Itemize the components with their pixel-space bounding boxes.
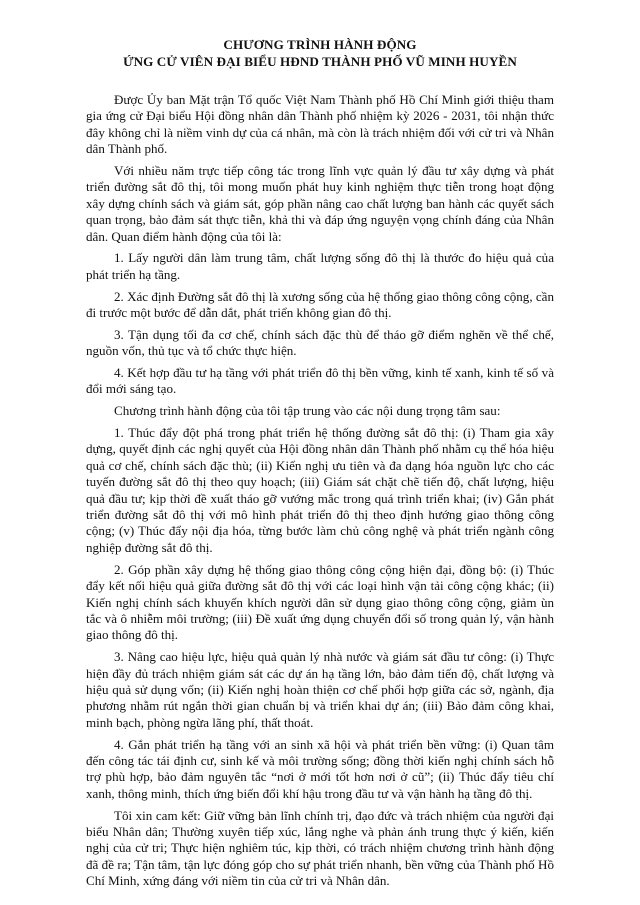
paragraph-commitment: Tôi xin cam kết: Giữ vững bản lĩnh chính trị, đạo đức và trách nhiệm của người đại biểu Nhân dân; Thường xuyên tiếp xúc, lắng nghe và phản ánh trung thực ý kiến, kiến nghị của cử tri; Thực hiện nghiêm túc, kịp thời, có trách nhiệm chương trình hành động đã đề ra; Tận tâm, tận lực đóng góp cho sự phát triển nhanh, bền vững của Thành phố Hồ Chí Minh, xứng đáng với niềm tin của cử tri và Nhân dân. — [86, 807, 554, 889]
document-subtitle: ỨNG CỬ VIÊN ĐẠI BIỂU HĐND THÀNH PHỐ VŨ MINH HUYỀN — [123, 54, 517, 69]
program-item-1: 1. Thúc đẩy đột phá trong phát triển hệ thống đường sắt đô thị: (i) Tham gia xây dựng, quyết định các nghị quyết của Hội đồng nhân dân Thành phố nhằm cụ thể hóa hiệu quả cơ chế, chính sách đặc thù; (ii) Kiến nghị ưu tiên và đa dạng hóa nguồn lực cho các tuyến đường sắt đô thị theo quy hoạch; (iii) Giám sát chặt chẽ tiến độ, chất lượng, hiệu quả đầu tư; kịp thời đề xuất tháo gỡ vướng mắc trong quá trình triển khai; (iv) Gắn phát triển đường sắt đô thị với mô hình phát triển đô thị theo định hướng giao thông công cộng; (v) Thúc đẩy nội địa hóa, từng bước làm chủ công nghệ và phát triển ngành công nghiệp đường sắt đô thị. — [86, 425, 554, 555]
viewpoint-item-1: 1. Lấy người dân làm trung tâm, chất lượng sống đô thị là thước đo hiệu quả của phát triển hạ tầng. — [86, 250, 554, 282]
program-item-3: 3. Nâng cao hiệu lực, hiệu quả quản lý nhà nước và giám sát đầu tư công: (i) Thực hiện đầy đủ trách nhiệm giám sát các dự án hạ tầng lớn, bảo đảm tiến độ, chất lượng và hiệu quả sử dụng vốn; (ii) Kiến nghị hoàn thiện cơ chế phối hợp giữa các sở, ngành, địa phương nhằm rút ngắn thời gian chuẩn bị và triển khai dự án; (iii) Bảo đảm công khai, minh bạch, phòng ngừa lãng phí, thất thoát. — [86, 649, 554, 730]
paragraph-introduction: Được Ủy ban Mặt trận Tổ quốc Việt Nam Thành phố Hồ Chí Minh giới thiệu tham gia ứng cử Đại biểu Hội đồng nhân dân Thành phố nhiệm kỳ 2026 - 2031, tôi nhận thức đây không chỉ là niềm vinh dự của cá nhân, mà còn là trách nhiệm đối với cử tri và Nhân dân Thành phố. — [86, 92, 554, 157]
document-title: CHƯƠNG TRÌNH HÀNH ĐỘNG — [223, 37, 417, 52]
viewpoint-item-2: 2. Xác định Đường sắt đô thị là xương sống của hệ thống giao thông công cộng, cần đi trước một bước để dẫn dắt, phát triển không gian đô thị. — [86, 288, 554, 321]
document-header — [86, 36, 554, 70]
program-item-2: 2. Góp phần xây dựng hệ thống giao thông công cộng hiện đại, đồng bộ: (i) Thúc đẩy kết nối hiệu quả giữa đường sắt đô thị với các loại hình vận tải công cộng khác; (ii) Kiến nghị chính sách khuyến khích người dân sử dụng giao thông công cộng, giảm ùn tắc và ô nhiễm môi trường; (iii) Đề xuất ứng dụng chuyển đổi số trong quản lý, vận hành giao thông đô thị. — [86, 561, 554, 643]
document-body — [86, 92, 554, 890]
program-item-4: 4. Gắn phát triển hạ tầng với an sinh xã hội và phát triển bền vững: (i) Quan tâm đến công tác tái định cư, sinh kế và môi trường sống; đồng thời kiến nghị chính sách hỗ trợ phù hợp, bảo đảm nguyên tắc “nơi ở mới tốt hơn nơi ở cũ”; (ii) Thúc đẩy tiêu chí xanh, thông minh, thích ứng biến đổi khí hậu trong đầu tư và vận hành hạ tầng đô thị. — [86, 736, 554, 801]
paragraph-experience: Với nhiều năm trực tiếp công tác trong lĩnh vực quản lý đầu tư xây dựng và phát triển đường sắt đô thị, tôi mong muốn phát huy kinh nghiệm thực tiễn trong hoạt động xây dựng chính sách và giám sát, góp phần nâng cao chất lượng ban hành các quyết sách quan trọng, bảo đảm sát thực tiễn, khả thi và đáp ứng nguyện vọng chính đáng của Nhân dân. Quan điểm hành động của tôi là: — [86, 163, 554, 244]
viewpoint-item-3: 3. Tận dụng tối đa cơ chế, chính sách đặc thù để tháo gỡ điểm nghẽn về thể chế, nguồn vốn, thủ tục và tổ chức thực hiện. — [86, 326, 554, 359]
paragraph-program-intro: Chương trình hành động của tôi tập trung vào các nội dung trọng tâm sau: — [114, 403, 501, 419]
viewpoint-item-4: 4. Kết hợp đầu tư hạ tầng với phát triển đô thị bền vững, kinh tế xanh, kinh tế số và đổi mới sáng tạo. — [86, 365, 554, 397]
